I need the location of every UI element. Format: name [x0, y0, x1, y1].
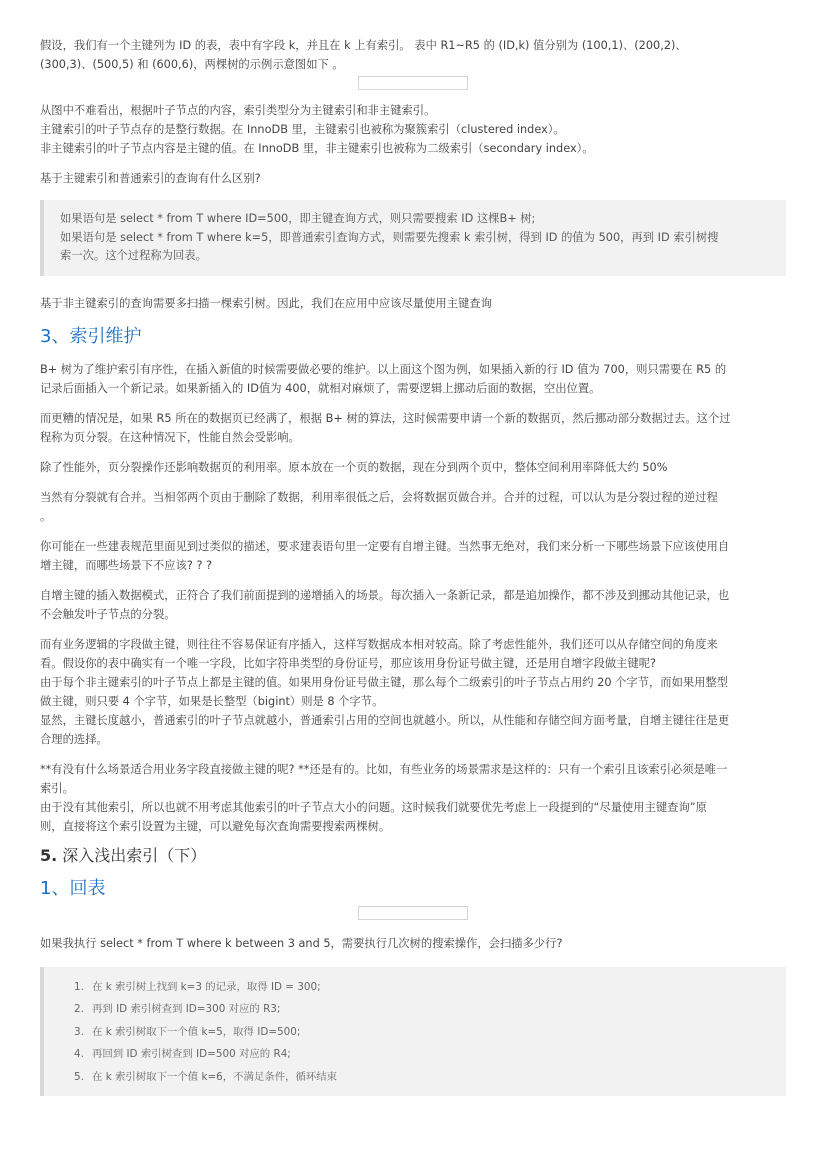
maintain-para-5 [40, 537, 786, 575]
paragraph-line: 显然，主键长度越小，普通索引的叶子节点就越小，普通索引占用的空间也就越小。所以，从性能和存储空间方面考量，自增主键往往是更 [40, 713, 730, 727]
step-text: 再回到 ID 索引树查到 ID=500 对应的 R4; [92, 1048, 291, 1060]
heading-back-to-table: 1、回表 [40, 877, 106, 899]
paragraph-line: 做主键，则只要 4 个字节，如果是长整型（bigint）则是 8 个字节。 [40, 694, 384, 708]
maintain-para-8 [40, 760, 786, 836]
maintain-para-6 [40, 586, 786, 624]
paragraph-line: B+ 树为了维护索引有序性，在插入新值的时候需要做必要的维护。以上面这个图为例，如果插入新的行 ID 值为 700，则只需要在 R5 的 [40, 362, 727, 376]
heading-index-maintenance: 3、索引维护 [40, 325, 142, 347]
paragraph-line: 合理的选择。 [40, 732, 108, 746]
paragraph-line: 而有业务逻辑的字段做主键，则往往不容易保证有序插入，这样写数据成本相对较高。除了考虑性能外，我们还可以从存储空间的角度来 [40, 637, 718, 651]
paragraph-line: 当然有分裂就有合并。当相邻两个页由于删除了数据，利用率很低之后，会将数据页做合并。合并的过程，可以认为是分裂过程的逆过程 [40, 490, 718, 504]
paragraph-line: 程称为页分裂。在这种情况下，性能自然会受影响。 [40, 430, 300, 444]
paragraph-line: 。 [40, 509, 52, 523]
paragraph-line: 索引。 [40, 781, 74, 795]
paragraph-line: 而更糟的情况是，如果 R5 所在的数据页已经满了，根据 B+ 树的算法，这时候需要申请一个新的数据页，然后挪动部分数据过去。这个过 [40, 411, 731, 425]
step-number: 1. [74, 980, 84, 993]
range-query-diagram-image [358, 906, 468, 920]
step-text: 在 k 索引树上找到 k=3 的记录，取得 ID = 300; [92, 980, 321, 993]
step-text: 再到 ID 索引树查到 ID=300 对应的 R3; [92, 1003, 281, 1015]
quote-line-3: 索一次。这个过程称为回表。 [60, 249, 207, 262]
intro-line-1: 假设，我们有一个主键列为 ID 的表，表中有字段 k，并且在 k 上有索引。 表中 R1~R5 的 (ID,k) 值分别为 (100,1)、(200,2)、 [40, 39, 687, 52]
paragraph-line: 自增主键的插入数据模式，正符合了我们前面提到的递增插入的场景。每次插入一条新记录，都是追加操作，都不涉及到挪动其他记录，也 [40, 588, 730, 602]
step-number: 5. [74, 1070, 84, 1083]
step-text: 在 k 索引树取下一个值 k=6，不满足条件，循环结束 [92, 1070, 338, 1083]
paragraph-line: 由于没有其他索引，所以也就不用考虑其他索引的叶子节点大小的问题。这时候我们就要优先考虑上一段提到的“尽量使用主键查询”原 [40, 800, 707, 814]
step-number: 2. [74, 1003, 84, 1015]
paragraph-line: 你可能在一些建表规范里面见到过类似的描述，要求建表语句里一定要有自增主键。当然事无绝对，我们来分析一下哪些场景下应该使用自 [40, 539, 730, 553]
document-page [40, 36, 786, 1096]
list-item [74, 998, 772, 1021]
paragraph-line: 增主键，而哪些场景下不应该? ? ? [40, 558, 213, 572]
paragraph-line: **有没有什么场景适合用业务字段直接做主键的呢? **还是有的。比如，有些业务的场景需求是这样的：只有一个索引且该索引必须是唯一 [40, 762, 728, 776]
question-text: 基于主键索引和普通索引的查询有什么区别? [40, 172, 261, 185]
summary-text: 基于非主键索引的查询需要多扫描一棵索引树。因此，我们在应用中应该尽量使用主键查询 [40, 296, 492, 310]
list-item [74, 1021, 772, 1044]
query-difference-quote [40, 200, 786, 276]
intro-line-2: (300,3)、(500,5) 和 (600,6)，两棵树的示例示意图如下 。 [40, 58, 344, 71]
maintain-para-7 [40, 635, 786, 749]
paragraph-line: 则，直接将这个索引设置为主键，可以避免每次查询需要搜索两棵树。 [40, 819, 391, 833]
maintain-para-2 [40, 409, 786, 447]
list-item [74, 976, 772, 999]
maintain-para-1 [40, 360, 786, 398]
maintain-para-4 [40, 488, 786, 526]
search-steps-list [74, 976, 772, 1089]
back-question-text: 如果我执行 select * from T where k between 3 and 5，需要执行几次树的搜索操作，会扫描多少行? [40, 936, 563, 950]
paragraph-line: 除了性能外，页分裂操作还影响数据页的利用率。原本放在一个页的数据，现在分到两个页中，整体空间利用率降低大约 50% [40, 460, 668, 474]
list-item [74, 1066, 772, 1089]
paragraph-line: 记录后面插入一个新记录。如果新插入的 ID值为 400，就相对麻烦了，需要逻辑上挪动后面的数据，空出位置。 [40, 381, 601, 395]
paragraph-line: 由于每个非主键索引的叶子节点上都是主键的值。如果用身份证号做主键，那么每个二级索引的叶子节点占用约 20 个字节，而如果用整型 [40, 675, 729, 689]
index-types-line-2: 主键索引的叶子节点存的是整行数据。在 InnoDB 里，主键索引也被称为聚簇索引（clustered index）。 [40, 123, 565, 136]
index-types-line-3: 非主键索引的叶子节点内容是主键的值。在 InnoDB 里，非主键索引也被称为二级索引（secondary index）。 [40, 142, 594, 155]
section-title: 深入浅出索引（下） [57, 845, 207, 865]
quote-line-1: 如果语句是 select * from T where ID=500，即主键查询方式，则只需要搜索 ID 这棵B+ 树; [60, 212, 536, 225]
btree-diagram-image [358, 76, 468, 90]
maintain-para-3 [40, 458, 786, 477]
step-text: 在 k 索引树取下一个值 k=5，取得 ID=500; [92, 1025, 301, 1038]
paragraph-line: 不会触发叶子节点的分裂。 [40, 607, 176, 621]
index-types-line-1: 从图中不难看出，根据叶子节点的内容，索引类型分为主键索引和非主键索引。 [40, 104, 436, 117]
section-5-heading [40, 844, 786, 868]
list-item [74, 1043, 772, 1066]
paragraph-line: 看。假设你的表中确实有一个唯一字段，比如字符串类型的身份证号，那应该用身份证号做主键，还是用自增字段做主键呢? [40, 656, 657, 670]
section-number: 5. [40, 845, 58, 865]
search-steps-box [40, 967, 786, 1097]
quote-line-2: 如果语句是 select * from T where k=5，即普通索引查询方式，则需要先搜索 k 索引树，得到 ID 的值为 500，再到 ID 索引树搜 [60, 230, 719, 244]
step-number: 3. [74, 1025, 84, 1038]
step-number: 4. [74, 1048, 84, 1060]
